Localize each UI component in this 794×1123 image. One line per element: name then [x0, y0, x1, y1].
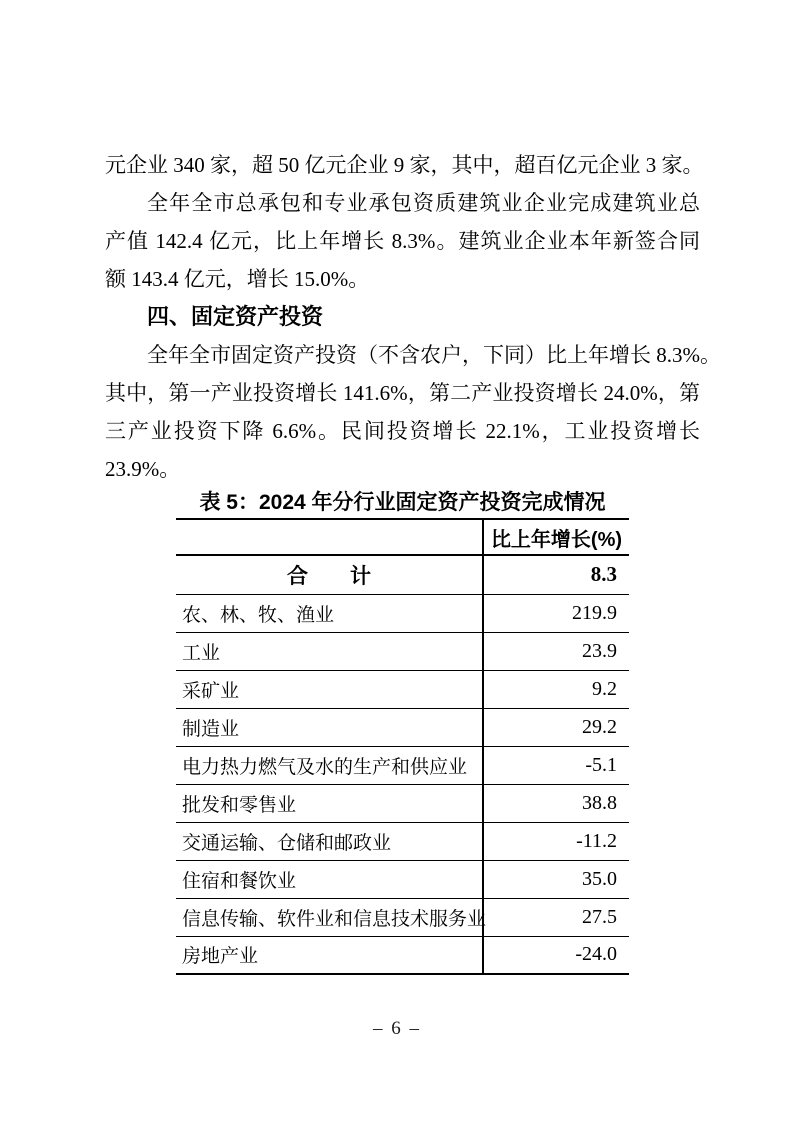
- paragraph-line: 23.9%。: [105, 457, 181, 481]
- table-title: 表 5：2024 年分行业固定资产投资完成情况: [199, 491, 606, 514]
- table-row: [176, 898, 629, 936]
- industry-cell: 住宿和餐饮业: [176, 860, 483, 898]
- growth-cell: 29.2: [483, 708, 629, 746]
- industry-cell: 信息传输、软件业和信息技术服务业: [176, 898, 483, 936]
- paragraph-line: 其中，第一产业投资增长 141.6%，第二产业投资增长 24.0%，第: [105, 381, 700, 405]
- paragraph-line: 全年全市总承包和专业承包资质建筑业企业完成建筑业总: [147, 191, 700, 215]
- paragraph-line: 额 143.4 亿元，增长 15.0%。: [105, 267, 370, 291]
- table-row: [176, 860, 629, 898]
- section-heading: 四、固定资产投资: [147, 304, 324, 329]
- growth-cell: -5.1: [483, 746, 629, 784]
- growth-cell: 219.9: [483, 594, 629, 632]
- industry-cell: 工业: [176, 632, 483, 670]
- paragraph-line: 全年全市固定资产投资（不含农户，下同）比上年增长 8.3%。: [147, 343, 721, 367]
- growth-cell: -11.2: [483, 822, 629, 860]
- table-header-row: [176, 519, 629, 555]
- table-row: [176, 936, 629, 974]
- industry-cell: 电力热力燃气及水的生产和供应业: [176, 746, 483, 784]
- industry-cell: 制造业: [176, 708, 483, 746]
- table-row: [176, 594, 629, 632]
- table-row: [176, 632, 629, 670]
- industry-cell: 农、林、牧、渔业: [176, 594, 483, 632]
- page-number: – 6 –: [373, 1018, 421, 1039]
- paragraph-line: 元企业 340 家，超 50 亿元企业 9 家，其中，超百亿元企业 3 家。: [105, 153, 704, 177]
- table-row: [176, 670, 629, 708]
- growth-cell: 38.8: [483, 784, 629, 822]
- table-total-row: [176, 555, 629, 594]
- paragraph-line: 产值 142.4 亿元，比上年增长 8.3%。建筑业企业本年新签合同: [105, 229, 700, 253]
- paragraph-line: 三产业投资下降 6.6%。民间投资增长 22.1%，工业投资增长: [105, 419, 700, 443]
- industry-cell: 合 计: [176, 555, 483, 594]
- industry-cell: 房地产业: [176, 936, 483, 974]
- industry-cell: 采矿业: [176, 670, 483, 708]
- industry-column-header: [176, 519, 483, 555]
- growth-column-header: 比上年增长(%): [483, 519, 629, 555]
- investment-table: [176, 518, 629, 975]
- table-row: [176, 708, 629, 746]
- growth-cell: 8.3: [483, 555, 629, 594]
- table-row: [176, 822, 629, 860]
- growth-cell: 27.5: [483, 898, 629, 936]
- table-row: [176, 784, 629, 822]
- industry-cell: 交通运输、仓储和邮政业: [176, 822, 483, 860]
- table-row: [176, 746, 629, 784]
- industry-cell: 批发和零售业: [176, 784, 483, 822]
- growth-cell: 9.2: [483, 670, 629, 708]
- growth-cell: -24.0: [483, 936, 629, 974]
- growth-cell: 23.9: [483, 632, 629, 670]
- growth-cell: 35.0: [483, 860, 629, 898]
